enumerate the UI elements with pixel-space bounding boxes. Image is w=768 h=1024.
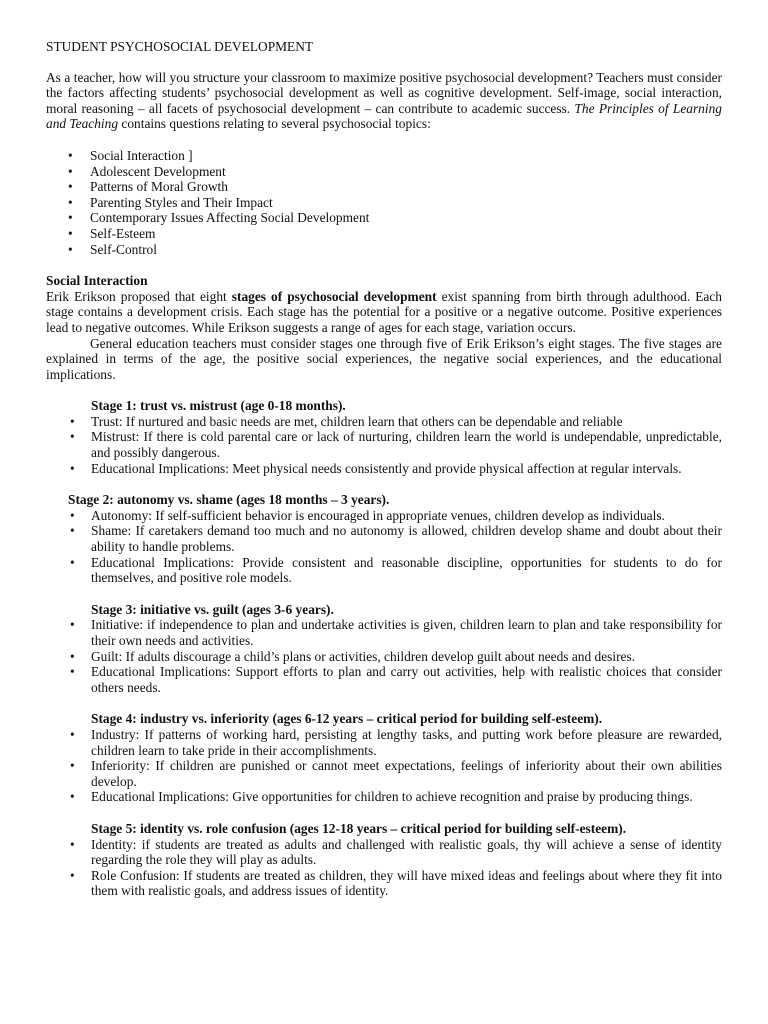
list-item <box>46 429 722 460</box>
list-item <box>46 727 722 758</box>
list-item <box>46 789 722 805</box>
topic-label: Patterns of Moral Growth <box>90 179 228 195</box>
bullet-icon: • <box>70 460 75 476</box>
topic-list <box>46 148 722 257</box>
stage-3 <box>46 602 722 696</box>
book-title: The Principles of Learning and Teaching <box>46 100 722 132</box>
list-item <box>46 649 722 665</box>
list-item <box>46 617 722 648</box>
section-heading: Social Interaction <box>46 273 148 289</box>
stage-5 <box>46 821 722 899</box>
stage-list <box>46 837 722 899</box>
list-item <box>46 523 722 554</box>
list-item <box>46 242 722 258</box>
bullet-icon: • <box>68 225 73 241</box>
stage-4 <box>46 711 722 805</box>
item-text: Guilt: If adults discourage a child’s plans or activities, children develop guilt about needs and desires. <box>91 648 636 664</box>
item-text: Shame: If caretakers demand too much and no autonomy is allowed, children develop shame and doubt about their ability to handle problems. <box>91 523 722 555</box>
list-item <box>46 461 722 477</box>
list-item <box>46 837 722 868</box>
item-text: Trust: If nurtured and basic needs are met, children learn that others can be dependable and reliable <box>91 413 623 429</box>
stage-1 <box>46 398 722 476</box>
stage-heading: Stage 1: trust vs. mistrust (age 0-18 months). <box>91 398 346 414</box>
list-item <box>46 179 722 195</box>
paragraph-text-end: exist spanning from birth through adulthood. Each stage contains a development crisis. Each stage has the potential for a positive or a negative outcome. Positive experiences lead to negative outcomes. While Erikson suggests a range of ages for each stage, variation occurs. <box>46 288 722 335</box>
paragraph-text: Erik Erikson proposed that eight <box>46 288 232 304</box>
bullet-icon: • <box>68 179 73 195</box>
topic-label: Contemporary Issues Affecting Social Development <box>90 210 370 226</box>
bullet-icon: • <box>70 523 75 539</box>
stages-overview-paragraph: General education teachers must consider stages one through five of Erik Erikson’s eight stages. The five stages are explained in terms of the age, the positive social experiences, the negative social experiences, and the educational implications. <box>46 335 722 382</box>
bullet-icon: • <box>70 664 75 680</box>
intro-paragraph <box>46 70 722 132</box>
bullet-icon: • <box>68 163 73 179</box>
bullet-icon: • <box>70 429 75 445</box>
bullet-icon: • <box>68 194 73 210</box>
bullet-icon: • <box>70 648 75 664</box>
stage-heading: Stage 4: industry vs. inferiority (ages 6-12 years – critical period for building self-esteem). <box>91 711 603 727</box>
key-term: stages of psychosocial development <box>231 288 437 304</box>
bullet-icon: • <box>68 147 73 163</box>
list-item <box>46 555 722 586</box>
list-item <box>46 210 722 226</box>
stage-list <box>46 414 722 476</box>
bullet-icon: • <box>70 789 75 805</box>
bullet-icon: • <box>70 758 75 774</box>
item-text: Industry: If patterns of working hard, persisting at lengthy tasks, and putting work before pleasure are rewarded, children learn to take pride in their accomplishments. <box>91 726 722 758</box>
bullet-icon: • <box>68 241 73 257</box>
intro-text-end: contains questions relating to several psychosocial topics: <box>118 116 431 132</box>
list-item <box>46 508 722 524</box>
erikson-paragraph <box>46 289 722 336</box>
stage-heading: Stage 2: autonomy vs. shame (ages 18 months – 3 years). <box>68 492 390 508</box>
bullet-icon: • <box>70 507 75 523</box>
item-text: Role Confusion: If students are treated as children, they will have mixed ideas and feelings about where they fit into them with realistic goals, and address issues of identity. <box>91 867 722 899</box>
stage-heading: Stage 5: identity vs. role confusion (ages 12-18 years – critical period for building self-esteem). <box>91 820 627 836</box>
topic-label: Parenting Styles and Their Impact <box>90 194 273 210</box>
stage-list <box>46 508 722 586</box>
bullet-icon: • <box>70 867 75 883</box>
topic-label: Self-Control <box>90 241 157 257</box>
item-text: Initiative: if independence to plan and undertake activities is given, children learn to plan and take responsibility for their own needs and activities. <box>91 617 722 648</box>
topic-label: Social Interaction ] <box>90 147 193 163</box>
item-text: Educational Implications: Meet physical needs consistently and provide physical affection at regular intervals. <box>91 460 682 476</box>
list-item <box>46 164 722 180</box>
topic-label: Self-Esteem <box>90 225 156 241</box>
document-body <box>46 39 722 915</box>
stage-list <box>46 617 722 695</box>
item-text: Educational Implications: Give opportunities for children to achieve recognition and praise by producing things. <box>91 789 693 805</box>
list-item <box>46 868 722 899</box>
stage-list <box>46 727 722 805</box>
item-text: Educational Implications: Provide consistent and reasonable discipline, opportunities for students to do for themselves, and positive role models. <box>91 554 722 586</box>
bullet-icon: • <box>70 413 75 429</box>
intro-text: As a teacher, how will you structure your classroom to maximize positive psychosocial development? Teachers must consider the factors affecting students’ psychosocial development as well as cognitive development. Self-image, social interaction, moral reasoning – all facets of psychosocial development – can contribute to academic success. <box>46 69 722 116</box>
stage-heading: Stage 3: initiative vs. guilt (ages 3-6 years). <box>91 601 334 617</box>
document-title: STUDENT PSYCHOSOCIAL DEVELOPMENT <box>46 39 314 54</box>
list-item <box>46 148 722 164</box>
item-text: Identity: if students are treated as adults and challenged with realistic goals, thy will achieve a sense of identity regarding the role they will play as adults. <box>91 836 722 868</box>
stage-2 <box>46 492 722 586</box>
list-item <box>46 226 722 242</box>
bullet-icon: • <box>70 836 75 852</box>
topic-label: Adolescent Development <box>90 163 226 179</box>
item-text: Mistrust: If there is cold parental care or lack of nurturing, children learn the world is undependable, unpredictable, and possibly dangerous. <box>91 429 722 461</box>
list-item <box>46 195 722 211</box>
bullet-icon: • <box>68 210 73 226</box>
list-item <box>46 414 722 430</box>
item-text: Educational Implications: Support efforts to plan and carry out activities, help with realistic choices that consider others needs. <box>91 664 722 695</box>
list-item <box>46 664 722 695</box>
bullet-icon: • <box>70 554 75 570</box>
item-text: Inferiority: If children are punished or cannot meet expectations, feelings of inferiority about their own abilities develop. <box>91 758 722 789</box>
bullet-icon: • <box>70 726 75 742</box>
item-text: Autonomy: If self-sufficient behavior is encouraged in appropriate venues, children develop as individuals. <box>91 507 665 523</box>
social-interaction-section <box>46 273 722 382</box>
bullet-icon: • <box>70 617 75 633</box>
list-item <box>46 758 722 789</box>
